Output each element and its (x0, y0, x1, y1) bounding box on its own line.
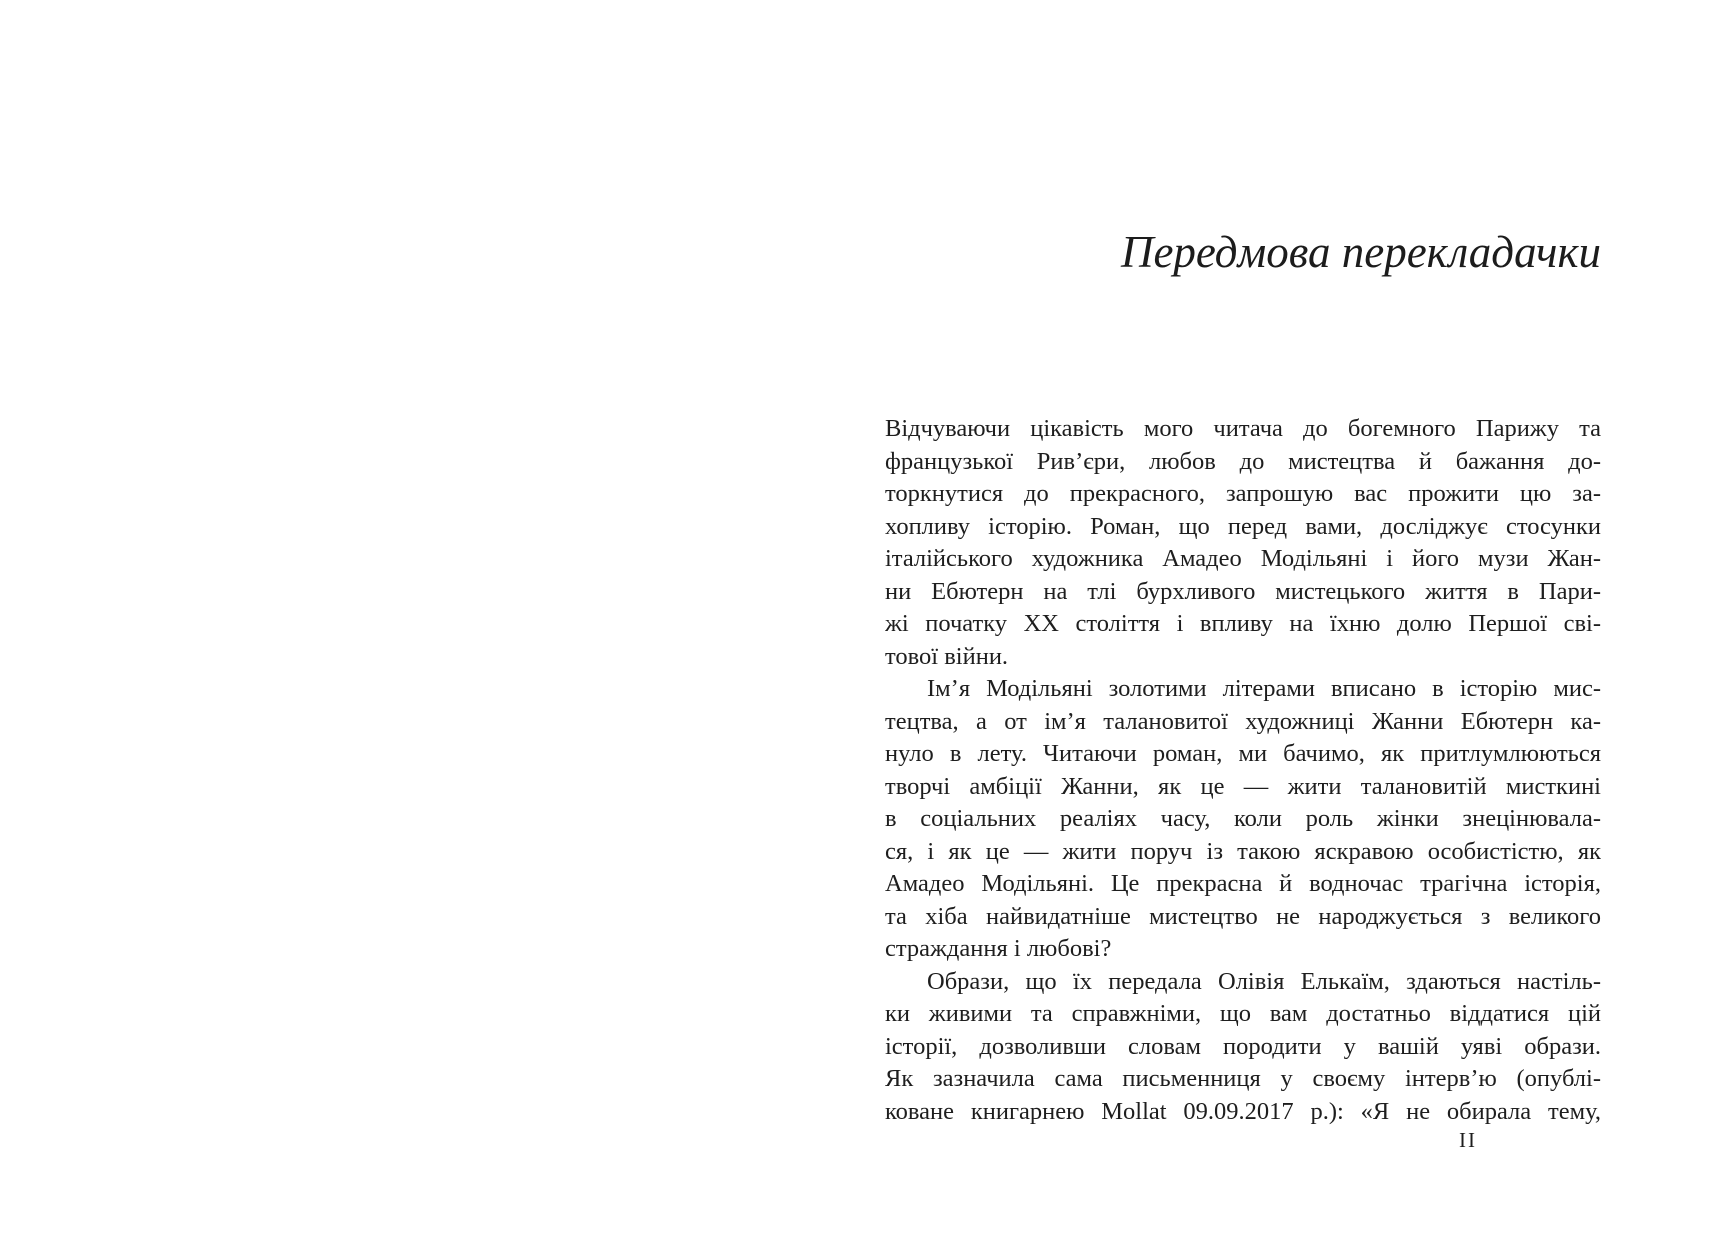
text-line: Відчуваючи цікавість мого читача до богемного Парижу та (885, 415, 1601, 442)
text-line: Образи, що їх передала Олівія Елькаїм, здаються настіль- (927, 967, 1601, 995)
text-line: італійського художника Амадео Модільяні і його музи Жан- (885, 545, 1601, 572)
text-line: хопливу історію. Роман, що перед вами, досліджує стосунки (885, 512, 1601, 540)
paragraph (885, 413, 1601, 673)
text-line: коване книгарнею Mollat 09.09.2017 р.): «Я не обирала тему, (885, 1097, 1601, 1125)
text-line: творчі амбіції Жанни, як це — жити талановитій мисткині (885, 772, 1601, 800)
text-line: Амадео Модільяні. Це прекрасна й водночас трагічна історія, (885, 870, 1601, 897)
text-line: та хіба найвидатніше мистецтво не народжується з великого (885, 902, 1601, 930)
text-line: французької Рив’єри, любов до мистецтва й бажання до- (885, 447, 1601, 475)
text-line: історії, дозволивши словам породити у вашій уяві образи. (885, 1032, 1601, 1060)
text-block (885, 413, 1601, 1128)
text-line: жі початку XX століття і впливу на їхню долю Першої сві- (885, 610, 1601, 637)
text-line: Як зазначила сама письменниця у своєму інтерв’ю (опублі- (885, 1065, 1601, 1092)
text-line: торкнутися до прекрасного, запрошую вас прожити цю за- (885, 480, 1601, 507)
page-number: II (1459, 1128, 1477, 1152)
text-line: тової війни. (885, 642, 1009, 670)
paragraph (885, 673, 1601, 966)
text-line: страждання і любові? (885, 935, 1112, 962)
text-line: Ім’я Модільяні золотими літерами вписано в історію мис- (927, 675, 1601, 702)
text-line: ни Ебютерн на тлі бурхливого мистецького життя в Пари- (885, 577, 1601, 605)
text-line: в соціальних реаліях часу, коли роль жінки знецінювала- (885, 805, 1601, 832)
text-line: тецтва, а от ім’я талановитої художниці Жанни Ебютерн ка- (885, 707, 1601, 735)
text-line: нуло в лету. Читаючи роман, ми бачимо, як притлумлюються (885, 740, 1601, 767)
chapter-title: Передмова перекладачки (1120, 227, 1601, 277)
paragraph (885, 966, 1601, 1129)
text-line: ся, і як це — жити поруч із такою яскравою особистістю, як (885, 837, 1601, 865)
text-line: ки живими та справжніми, що вам достатньо віддатися цій (885, 1000, 1601, 1027)
